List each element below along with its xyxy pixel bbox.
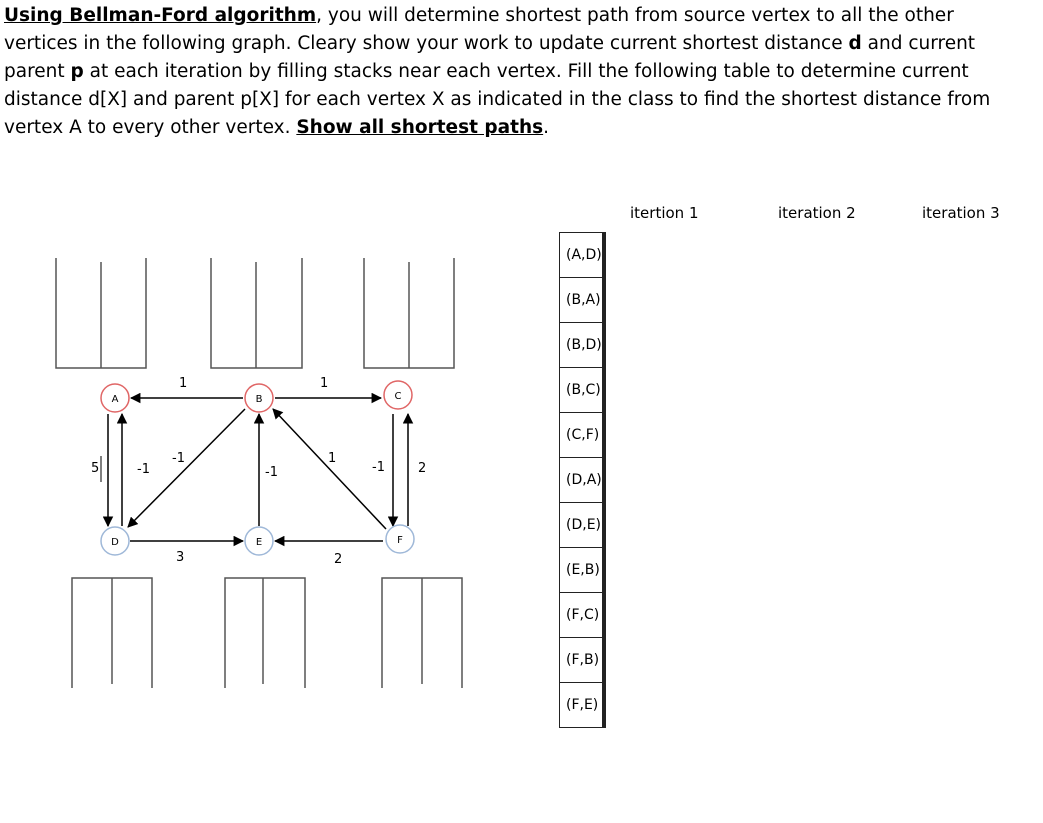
weight-f-c: -1 [372, 460, 385, 475]
table-row [560, 368, 606, 413]
weight-c-f: 2 [418, 461, 427, 476]
table-row [560, 593, 606, 638]
table-row [560, 548, 606, 593]
vertex-f-label: F [397, 535, 403, 546]
stack-a [56, 258, 146, 368]
stack-b [211, 258, 302, 368]
edge-label: (C,F) [560, 413, 603, 458]
question-title: Using Bellman-Ford algorithm [4, 5, 317, 26]
weight-b-c: 1 [320, 376, 329, 391]
edge-label: (F,C) [560, 593, 603, 638]
question-p: p [70, 61, 84, 82]
question-d: d [848, 33, 862, 54]
iteration-3-cell[interactable] [604, 368, 605, 413]
vertex-b [245, 384, 273, 412]
weight-f-b: 1 [328, 451, 337, 466]
stack-c [364, 258, 454, 368]
vertex-b-label: B [255, 394, 263, 405]
edge-f-b [273, 409, 386, 529]
weight-a-d: 5 [91, 461, 100, 476]
iteration-table-body [560, 233, 606, 728]
iteration-3-cell[interactable] [604, 278, 605, 323]
weight-d-e: 3 [176, 550, 185, 565]
iteration-3-cell[interactable] [604, 503, 605, 548]
iteration-table [559, 232, 606, 728]
iteration-3-cell[interactable] [604, 548, 605, 593]
weight-e-b: -1 [265, 465, 278, 480]
bellman-ford-graph [0, 180, 480, 700]
edge-label: (E,B) [560, 548, 603, 593]
question-show-paths: Show all shortest paths [296, 117, 544, 138]
weight-b-d: -1 [172, 451, 185, 466]
table-row [560, 638, 606, 683]
table-row [560, 458, 606, 503]
edge-label: (F,B) [560, 638, 603, 683]
edge-label: (D,A) [560, 458, 603, 503]
vertex-d [101, 527, 129, 555]
iteration-3-cell[interactable] [604, 458, 605, 503]
stack-d [72, 578, 152, 688]
table-row [560, 323, 606, 368]
vertex-e-label: E [255, 537, 263, 548]
edge-label: (B,C) [560, 368, 603, 413]
weight-d-a: -1 [137, 462, 150, 477]
question-end: . [543, 117, 550, 138]
edge-label: (D,E) [560, 503, 603, 548]
question-text [4, 2, 1014, 142]
stack-f [382, 578, 462, 688]
table-row [560, 683, 606, 728]
vertex-c-label: C [394, 391, 402, 402]
iteration-3-cell[interactable] [604, 233, 605, 278]
vertex-e [245, 527, 273, 555]
question-part1: , you will determine shortest path from source vertex to all the other vertices in the following graph. Cleary show your work to update current shortest distance [4, 5, 954, 54]
table-row [560, 233, 606, 278]
vertex-c [384, 381, 412, 409]
vertex-a [101, 384, 129, 412]
vertex-a-label: A [111, 394, 119, 405]
edge-label: (A,D) [560, 233, 603, 278]
vertex-d-label: D [111, 537, 119, 548]
iteration-3-cell[interactable] [604, 683, 605, 728]
edge-label: (B,D) [560, 323, 603, 368]
vertex-f [386, 525, 414, 553]
iteration-3-cell[interactable] [604, 413, 605, 458]
table-row [560, 413, 606, 458]
iteration-3-cell[interactable] [604, 638, 605, 683]
weight-b-a: 1 [179, 376, 188, 391]
weight-f-e: 2 [334, 552, 343, 567]
iteration-3-cell[interactable] [604, 593, 605, 638]
question-part3: at each iteration by filling stacks near each vertex. Fill the following table to determine current distance d[X] and parent p[X] for each vertex X as indicated in the class to find the shortest distance from vertex A to every other vertex. [4, 61, 991, 138]
table-row [560, 278, 606, 323]
table-row [560, 503, 606, 548]
stack-e [225, 578, 305, 688]
header-iteration-2: iteration 2 [778, 204, 856, 222]
header-iteration-3: iteration 3 [922, 204, 1000, 222]
iteration-3-cell[interactable] [604, 323, 605, 368]
header-iteration-1: itertion 1 [630, 204, 699, 222]
edge-label: (B,A) [560, 278, 603, 323]
edge-label: (F,E) [560, 683, 603, 728]
question-part2: and current parent [4, 33, 976, 82]
